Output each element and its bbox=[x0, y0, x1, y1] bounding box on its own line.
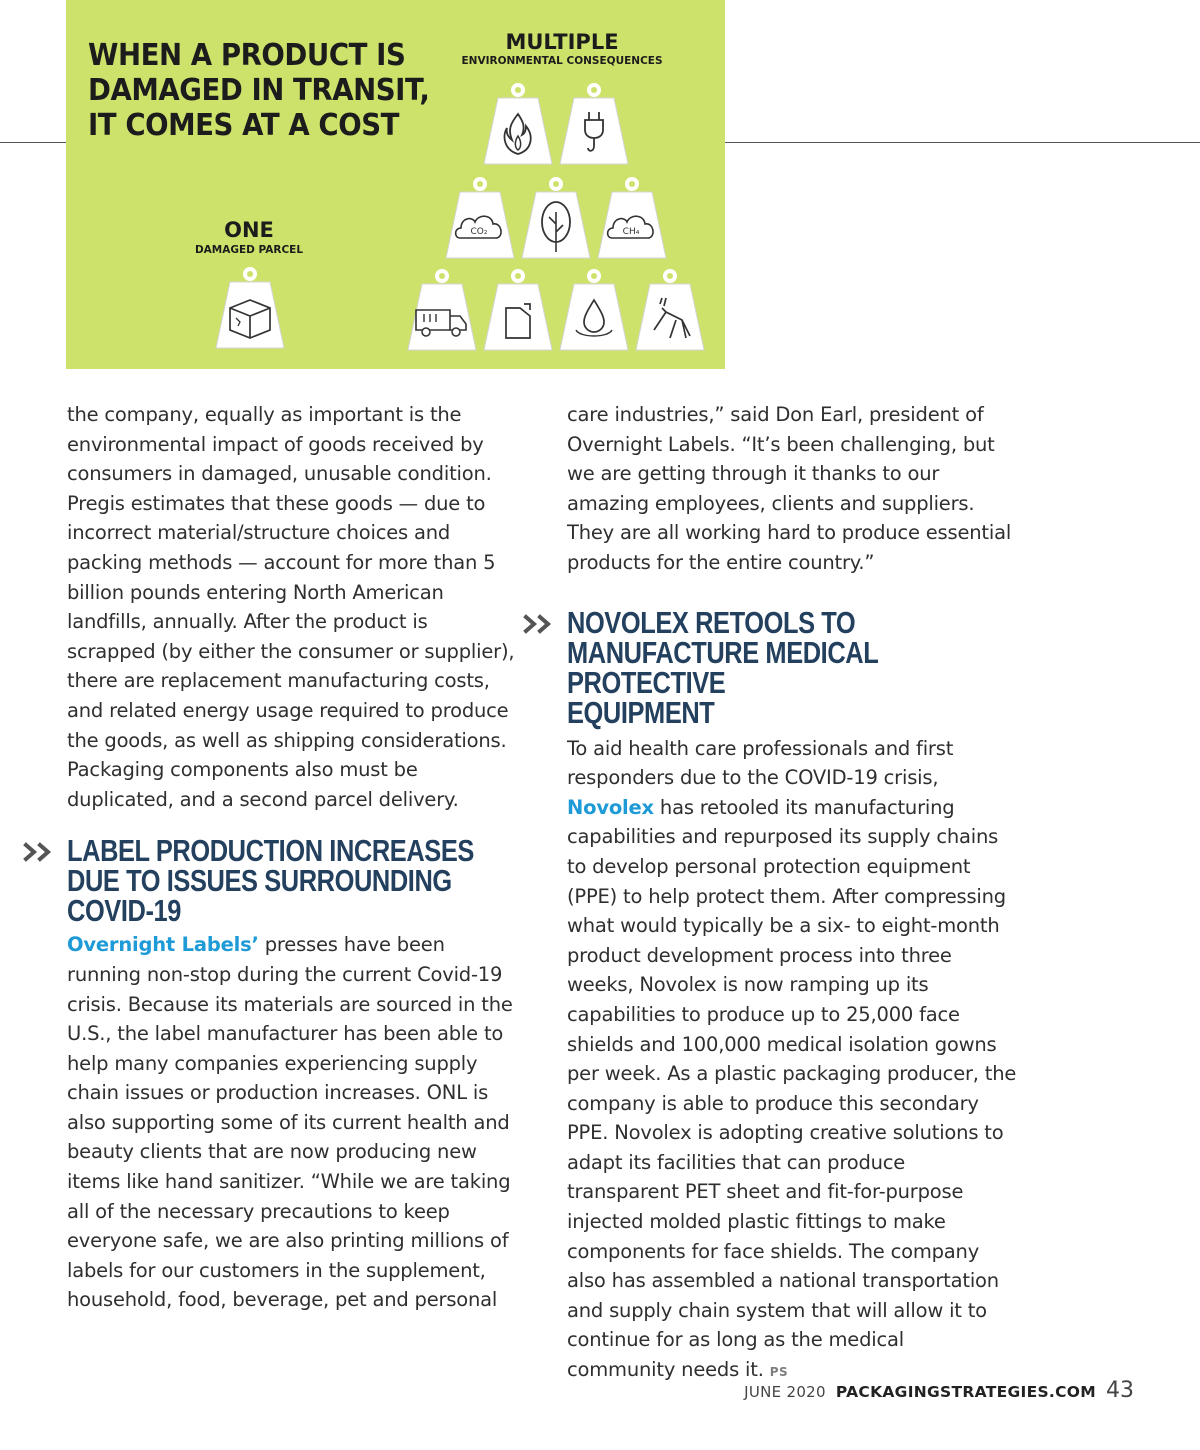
multiple-label bbox=[451, 30, 673, 67]
right-paragraph-2-text-b: has retooled its manufacturing capabilities and repurposed its supply chains to develop personal protection equipment (PPE) to help protect them. After compressing what would typically be a six- to eight-month product development process into three weeks, Novolex is now ramping up its capabilities to produce up to 25,000 face shields and 100,000 medical isolation gowns per week. As a plastic packaging producer, the company is able to produce this secondary PPE. Novolex is adopting creative solutions to adapt its facilities that can produce transparent PET sheet and fit-for-purpose injected molded plastic fittings to make components for face shields. The company also has assembled a national transportation and supply chain system that will allow it to continue for as long as the medical community needs it. bbox=[567, 795, 1017, 1382]
right-paragraph-2-text-a: To aid health care professionals and first responders due to the COVID-19 crisis, bbox=[567, 736, 954, 790]
right-paragraph-2 bbox=[567, 734, 1017, 1388]
weight-fuel-can bbox=[480, 264, 556, 356]
plug-icon bbox=[556, 78, 632, 170]
footer-site[interactable]: PACKAGINGSTRATEGIES.COM bbox=[835, 1383, 1096, 1401]
fuel-can-icon bbox=[480, 264, 556, 356]
page-footer bbox=[744, 1378, 1134, 1403]
lead-overnight-labels[interactable]: Overnight Labels’ bbox=[67, 933, 259, 957]
ch4-label: CH₄ bbox=[622, 227, 640, 237]
one-label-small: DAMAGED PARCEL bbox=[194, 244, 304, 256]
water-drop-icon bbox=[556, 264, 632, 356]
top-rule-left bbox=[0, 142, 66, 143]
heading-block-label-production bbox=[67, 833, 517, 929]
co2-cloud-icon bbox=[442, 172, 518, 264]
ch4-cloud-icon bbox=[594, 172, 670, 264]
lead-novolex[interactable]: Novolex bbox=[567, 795, 654, 819]
right-paragraph-1: care industries,” said Don Earl, president of Overnight Labels. “It’s been challenging, but we are getting through it thanks to our amazing employees, clients and suppliers. They are all working hard to produce essential products for the entire country.” bbox=[567, 403, 1012, 574]
left-paragraph-2-text: presses have been running non-stop during the current Covid-19 crisis. Because its materials are sourced in the U.S., the label manufacturer has been able to help many companies experiencing supply chain issues or production increases. ONL is also supporting some of its current health and beauty clients that are now producing new items like hand sanitizer. “While we are taking all of the necessary precautions to keep everyone safe, we are also printing millions of labels for our customers in the supplement, household, food, beverage, pet and personal bbox=[67, 933, 513, 1312]
weight-co2 bbox=[442, 172, 518, 264]
multiple-label-small: ENVIRONMENTAL CONSEQUENCES bbox=[461, 55, 663, 67]
weight-plug bbox=[556, 78, 632, 170]
ps-signoff: PS bbox=[769, 1365, 789, 1380]
left-column bbox=[67, 400, 517, 1315]
deer-icon bbox=[632, 264, 708, 356]
fire-icon bbox=[480, 78, 556, 170]
footer-page-number: 43 bbox=[1106, 1378, 1134, 1403]
one-label-big: ONE bbox=[224, 218, 274, 242]
infographic bbox=[66, 0, 725, 369]
weight-tree bbox=[518, 172, 594, 264]
infographic-title: WHEN A PRODUCT IS DAMAGED IN TRANSIT, IT COMES AT A COST bbox=[88, 38, 430, 143]
heading-block-novolex bbox=[567, 604, 1017, 730]
co2-label: CO₂ bbox=[470, 227, 488, 237]
left-paragraph-1: the company, equally as important is the environmental impact of goods received by consumers in damaged, unusable condition. Pregis estimates that these goods — due to incorrect material/structure choices and packing methods — account for more than 5 billion pounds entering North American landfills, annually. After the product is scrapped (by either the consumer or supplier), there are replacement manufacturing costs, and related energy usage required to produce the goods, as well as shipping considerations. Packaging components also must be duplicated, and a second parcel delivery. bbox=[67, 403, 515, 811]
footer-issue-date: JUNE 2020 bbox=[744, 1383, 826, 1401]
tree-icon bbox=[518, 172, 594, 264]
weight-ch4 bbox=[594, 172, 670, 264]
double-chevron-icon bbox=[23, 842, 57, 862]
heading-novolex: NOVOLEX RETOOLS TO MANUFACTURE MEDICAL PROTECTIVE EQUIPMENT bbox=[567, 604, 878, 730]
double-chevron-icon bbox=[523, 614, 557, 634]
right-column bbox=[567, 400, 1017, 1388]
weight-truck bbox=[404, 264, 480, 356]
top-rule-right bbox=[725, 142, 1200, 143]
multiple-label-big: MULTIPLE bbox=[505, 30, 619, 54]
weight-water-drop bbox=[556, 264, 632, 356]
one-label bbox=[184, 218, 314, 256]
box-icon bbox=[212, 262, 288, 354]
heading-label-production: LABEL PRODUCTION INCREASES DUE TO ISSUES SURROUNDING COVID-19 bbox=[67, 833, 474, 929]
left-paragraph-2 bbox=[67, 930, 517, 1315]
weight-deer bbox=[632, 264, 708, 356]
truck-icon bbox=[404, 264, 480, 356]
weight-fire bbox=[480, 78, 556, 170]
weight-damaged-parcel bbox=[212, 262, 288, 354]
